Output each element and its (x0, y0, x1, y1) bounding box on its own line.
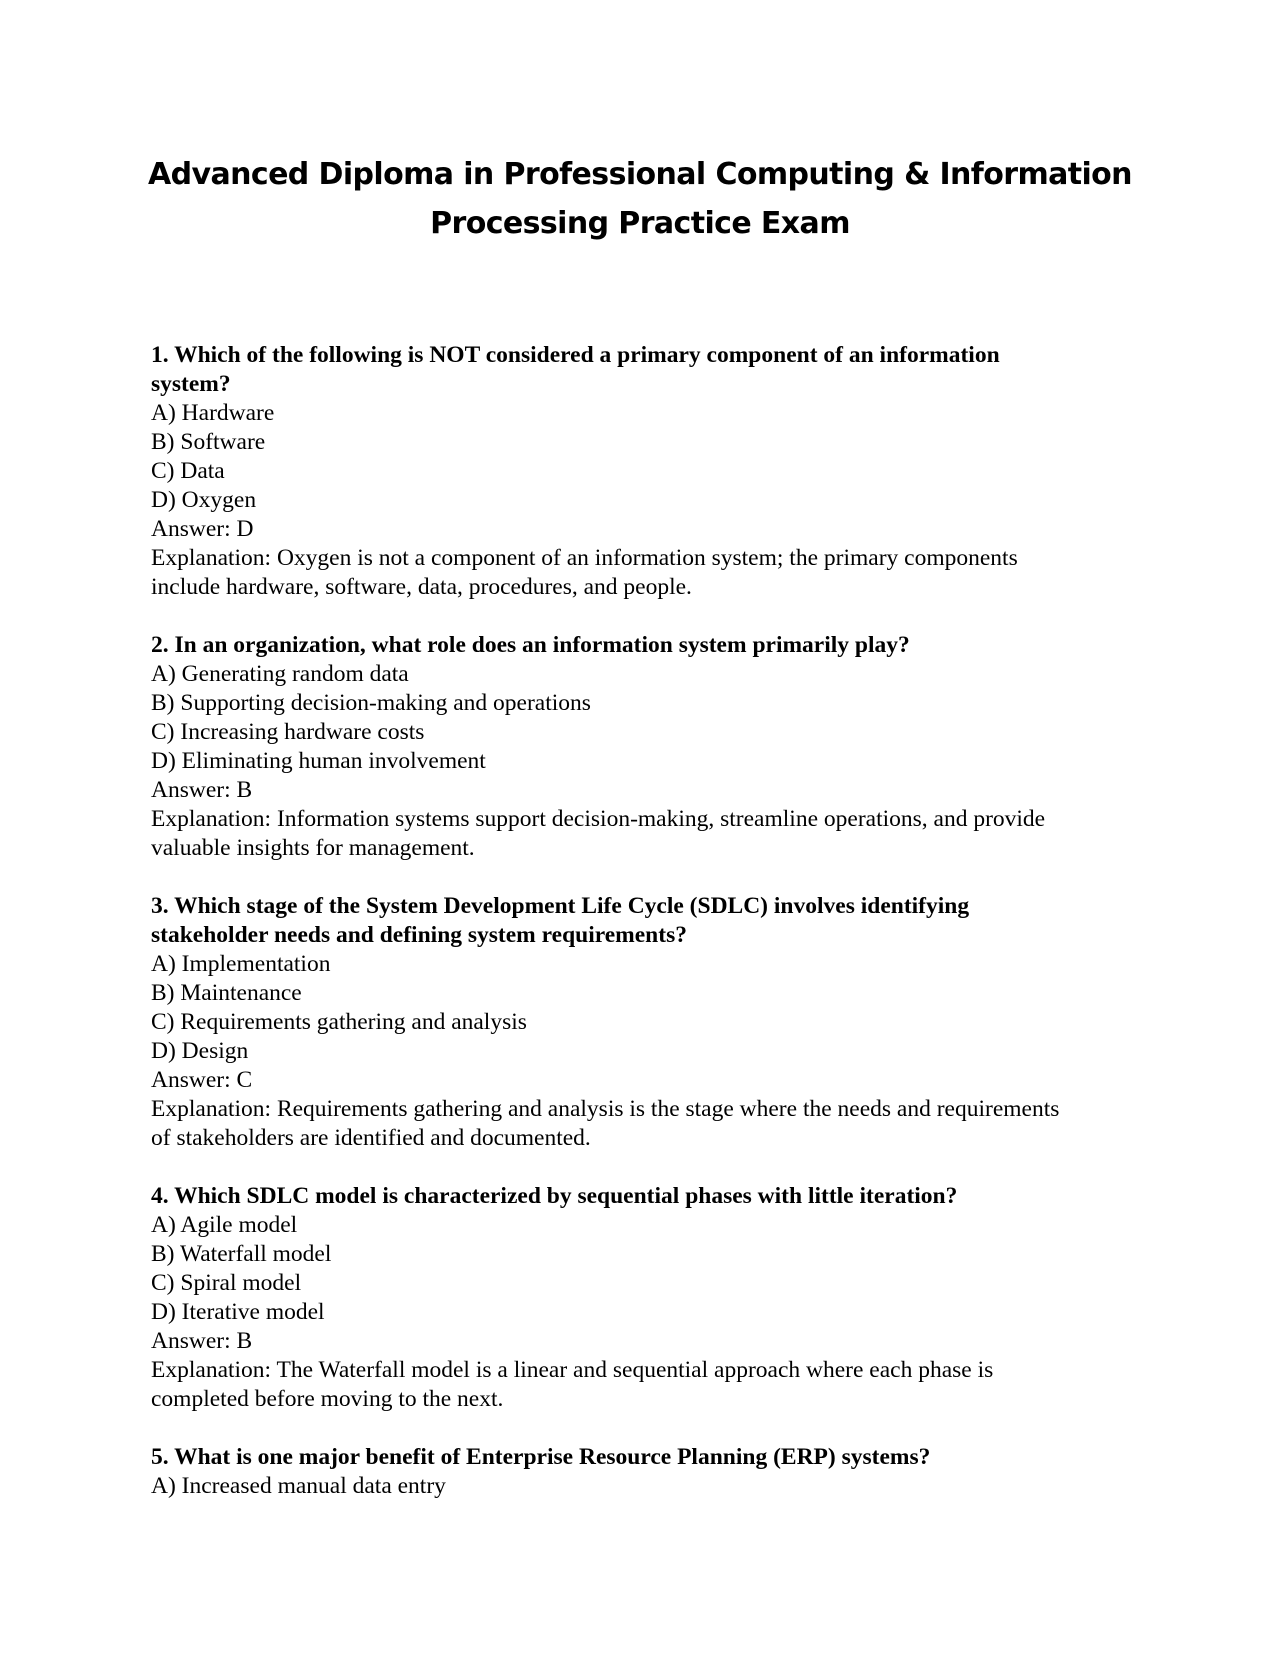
question-text-line: system? (151, 371, 231, 397)
option-c: C) Spiral model (151, 1270, 302, 1296)
option-b: B) Waterfall model (151, 1241, 332, 1267)
option-a: A) Agile model (151, 1212, 298, 1238)
question-2 (151, 631, 1151, 863)
title-line: Processing Practice Exam (430, 206, 850, 241)
question-text-line: 5. What is one major benefit of Enterprise Resource Planning (ERP) systems? (151, 1444, 931, 1470)
answer: Answer: D (151, 516, 254, 542)
option-b: B) Maintenance (151, 980, 302, 1006)
question-5 (151, 1443, 1151, 1501)
question-text-line: 3. Which stage of the System Development Life Cycle (SDLC) involves identifying (151, 893, 970, 919)
explanation-line: of stakeholders are identified and documented. (151, 1125, 591, 1151)
question-4 (151, 1182, 1151, 1414)
explanation-line: valuable insights for management. (151, 835, 475, 861)
explanation-line: Explanation: Oxygen is not a component of an information system; the primary components (151, 545, 1018, 571)
question-text-line: 1. Which of the following is NOT considered a primary component of an information (151, 342, 1000, 368)
answer: Answer: B (151, 1328, 253, 1354)
option-a: A) Implementation (151, 951, 331, 977)
question-1 (151, 341, 1151, 602)
question-text (151, 892, 1151, 950)
option-a: A) Increased manual data entry (151, 1473, 446, 1499)
option-c: C) Increasing hardware costs (151, 719, 425, 745)
option-b: B) Software (151, 429, 266, 455)
question-list (151, 341, 1151, 1530)
option-a: A) Generating random data (151, 661, 409, 687)
title-line: Advanced Diploma in Professional Computing & Information (148, 157, 1132, 192)
option-d: D) Design (151, 1038, 249, 1064)
option-c: C) Requirements gathering and analysis (151, 1009, 527, 1035)
question-text (151, 631, 1151, 660)
page-title (130, 150, 1150, 248)
option-b: B) Supporting decision-making and operations (151, 690, 591, 716)
explanation-line: Explanation: Requirements gathering and analysis is the stage where the needs and requirements (151, 1096, 1060, 1122)
answer: Answer: C (151, 1067, 253, 1093)
explanation-line: completed before moving to the next. (151, 1386, 504, 1412)
explanation-line: include hardware, software, data, procedures, and people. (151, 574, 692, 600)
option-d: D) Oxygen (151, 487, 257, 513)
answer: Answer: B (151, 777, 253, 803)
option-a: A) Hardware (151, 400, 275, 426)
explanation-line: Explanation: The Waterfall model is a linear and sequential approach where each phase is (151, 1357, 994, 1383)
question-text (151, 1443, 1151, 1472)
question-text-line: stakeholder needs and defining system requirements? (151, 922, 687, 948)
option-d: D) Iterative model (151, 1299, 325, 1325)
explanation-line: Explanation: Information systems support decision-making, streamline operations, and provide (151, 806, 1046, 832)
option-d: D) Eliminating human involvement (151, 748, 486, 774)
question-text-line: 4. Which SDLC model is characterized by sequential phases with little iteration? (151, 1183, 958, 1209)
question-3 (151, 892, 1151, 1153)
question-text-line: 2. In an organization, what role does an information system primarily play? (151, 632, 910, 658)
question-text (151, 341, 1151, 399)
question-text (151, 1182, 1151, 1211)
option-c: C) Data (151, 458, 225, 484)
